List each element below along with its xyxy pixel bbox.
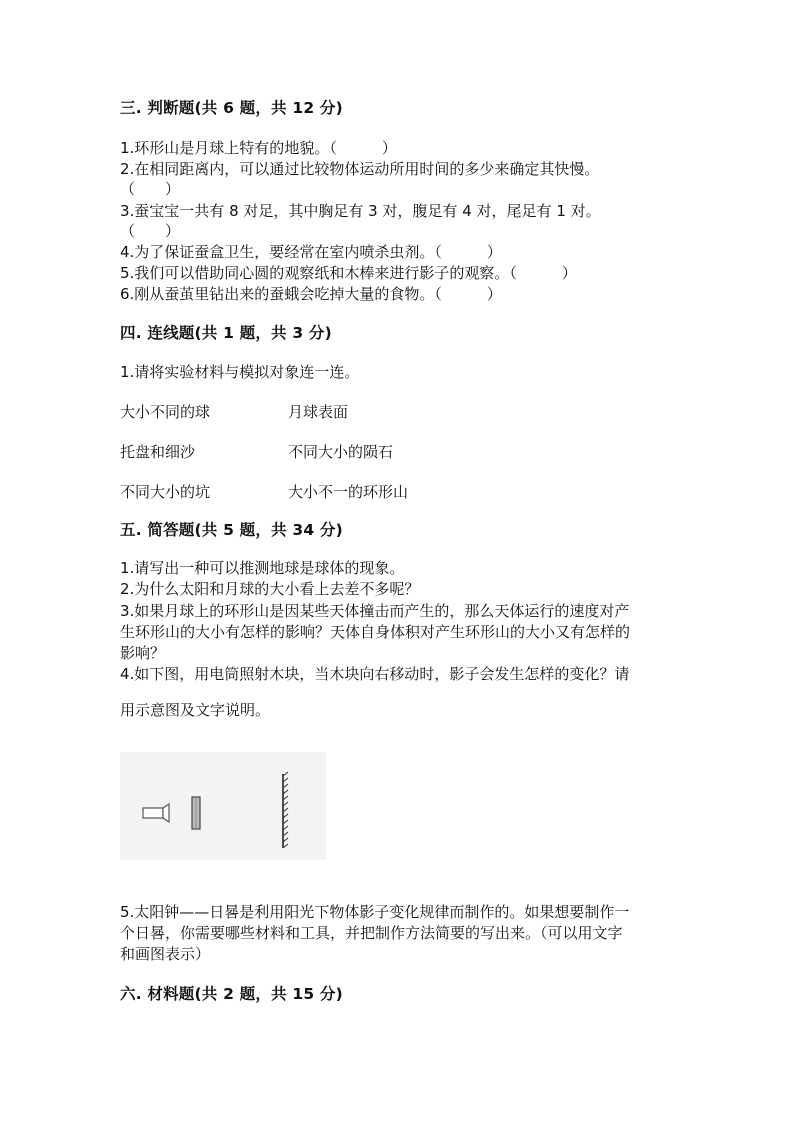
- s5-question-5-cont: 个日晷，你需要哪些材料和工具，并把制作方法简要的写出来。（可以用文字: [120, 924, 623, 942]
- s3-question-3-blank: （ ）: [120, 222, 181, 240]
- match-right-item: 大小不一的环形山: [288, 483, 409, 501]
- flashlight-icon: [143, 804, 169, 822]
- match-left-item: 不同大小的坑: [120, 483, 211, 501]
- s5-question-4-cont: 用示意图及文字说明。: [120, 701, 271, 719]
- section-4-title: 四. 连线题(共 1 题，共 3 分): [120, 324, 332, 342]
- section-5-title: 五. 简答题(共 5 题，共 34 分): [120, 521, 343, 539]
- match-left-item: 托盘和细沙: [120, 443, 196, 461]
- s3-question-3: 3.蚕宝宝一共有 8 对足，其中胸足有 3 对，腹足有 4 对，尾足有 1 对。: [120, 202, 601, 220]
- s5-question-5-cont: 和画图表示）: [120, 945, 211, 963]
- s3-question-2: 2.在相同距离内，可以通过比较物体运动所用时间的多少来确定其快慢。: [120, 160, 600, 178]
- s3-question-6: 6.刚从蚕茧里钻出来的蚕蛾会吃掉大量的食物。（ ）: [120, 285, 502, 303]
- s3-question-2-blank: （ ）: [120, 180, 181, 198]
- wood-block-icon: [192, 797, 200, 829]
- match-left-item: 大小不同的球: [120, 403, 211, 421]
- s5-question-2: 2.为什么太阳和月球的大小看上去差不多呢？: [120, 580, 420, 598]
- s5-question-5: 5.太阳钟——日晷是利用阳光下物体影子变化规律而制作的。如果想要制作一: [120, 903, 630, 921]
- s4-question-1: 1.请将实验材料与模拟对象连一连。: [120, 363, 360, 381]
- s5-question-3-cont: 影响？: [120, 644, 166, 662]
- flashlight-block-screen-figure: [120, 752, 326, 860]
- s3-question-5: 5.我们可以借助同心圆的观察纸和木棒来进行影子的观察。（ ）: [120, 264, 577, 282]
- s3-question-4: 4.为了保证蚕盒卫生，要经常在室内喷杀虫剂。（ ）: [120, 243, 502, 261]
- screen-wall-icon: [283, 772, 288, 848]
- match-right-item: 不同大小的陨石: [288, 443, 394, 461]
- section-6-title: 六. 材料题(共 2 题，共 15 分): [120, 985, 343, 1003]
- s5-question-3-cont: 生环形山的大小有怎样的影响？天体自身体积对产生环形山的大小又有怎样的: [120, 623, 631, 641]
- s3-question-1: 1.环形山是月球上特有的地貌。（ ）: [120, 139, 397, 157]
- section-3-title: 三. 判断题(共 6 题，共 12 分): [120, 99, 343, 117]
- figure-drawing: [120, 752, 326, 860]
- s5-question-3: 3.如果月球上的环形山是因某些天体撞击而产生的，那么天体运行的速度对产: [120, 602, 630, 620]
- s5-question-1: 1.请写出一种可以推测地球是球体的现象。: [120, 559, 405, 577]
- s5-question-4: 4.如下图，用电筒照射木块，当木块向右移动时，影子会发生怎样的变化？请: [120, 665, 630, 683]
- match-right-item: 月球表面: [288, 403, 349, 421]
